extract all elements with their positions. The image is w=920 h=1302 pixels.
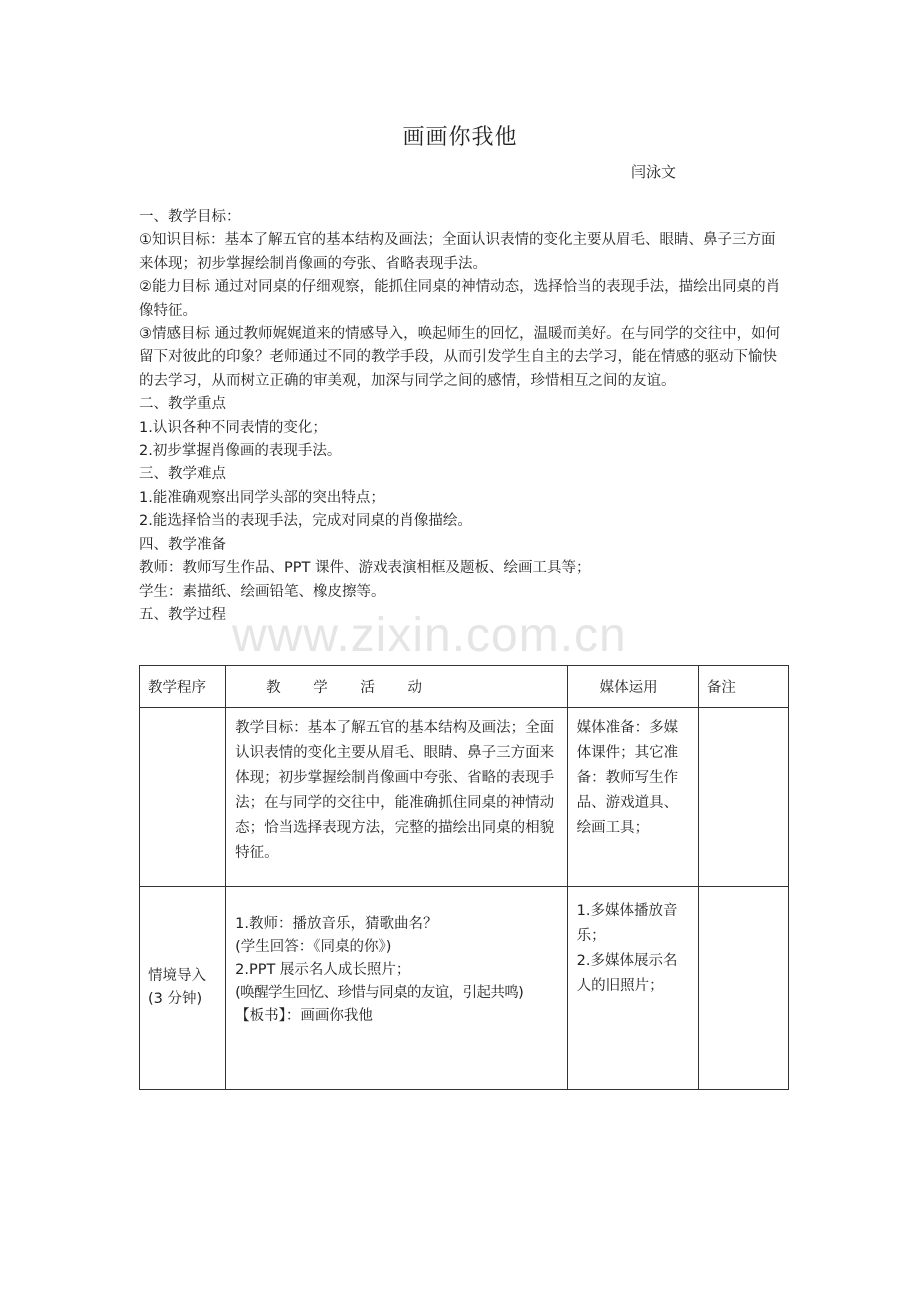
key-point-2: 2.初步掌握肖像画的表现手法。 (139, 443, 342, 460)
row1-activity-text: 教学目标：基本了解五官的基本结构及画法；全面认识表情的变化主要从眉毛、眼睛、鼻子三方面来体现；初步掌握绘制肖像画中夸张、省略的表现手法；在与同学的交往中，能准确抓住同桌的神情动态；恰当选择表现方法，完整的描绘出同桌的相貌特征。 (235, 720, 555, 861)
key-points-heading: 二、教学重点 (139, 396, 226, 413)
difficulty-2: 2.能选择恰当的表现手法，完成对同桌的肖像描绘。 (139, 513, 472, 530)
row1-activity-cell (226, 708, 568, 887)
row1-procedure-cell (140, 708, 226, 887)
row2-media-cell (567, 887, 698, 1090)
table-row (140, 708, 789, 887)
goal-ability: ②能力目标 通过对同桌的仔细观察，能抓住同桌的神情动态，选择恰当的表现手法，描绘出同桌的肖像特征。 (139, 279, 781, 319)
table-header-row (140, 666, 789, 708)
header-notes: 备注 (698, 666, 788, 708)
activity-line: 【板书】：画画你我他 (235, 1008, 373, 1024)
header-activity: 教 学 活 动 (226, 666, 568, 708)
stage-name: 情境导入 (148, 968, 206, 984)
key-point-1: 1.认识各种不同表情的变化； (139, 419, 327, 436)
process-heading: 五、教学过程 (139, 606, 226, 623)
activity-line: 2.PPT 展示名人成长照片； (235, 962, 411, 978)
row2-notes-cell (698, 887, 788, 1090)
document-body (139, 206, 784, 627)
author-name: 闫泳文 (631, 163, 677, 181)
goal-knowledge: ①知识目标：基本了解五官的基本结构及画法；全面认识表情的变化主要从眉毛、眼睛、鼻子三方面来体现；初步掌握绘制肖像画的夸张、省略表现手法。 (139, 232, 776, 272)
row2-activity-cell (226, 887, 568, 1090)
goals-heading: 一、教学目标： (139, 209, 241, 225)
activity-line: (唤醒学生回忆、珍惜与同桌的友谊，引起共鸣) (235, 985, 524, 1001)
activity-line: 1.教师：播放音乐，猜歌曲名？ (235, 916, 438, 932)
preparation-teacher: 教师：教师写生作品、PPT 课件、游戏表演相框及题板、绘画工具等； (139, 560, 591, 577)
teaching-process-table (139, 665, 789, 1090)
media-line: 2.多媒体展示名人的旧照片； (576, 953, 678, 994)
row1-media-text: 媒体准备：多媒体课件；其它准备：教师写生作品、游戏道具、绘画工具； (576, 720, 679, 836)
row1-media-cell (567, 708, 698, 887)
stage-duration: (3 分钟) (148, 991, 203, 1007)
watermark: www.zixin.com.cn (232, 609, 627, 662)
goal-emotion: ③情感目标 通过教师娓娓道来的情感导入，唤起师生的回忆，温暖而美好。在与同学的交往中，如何留下对彼此的印象？老师通过不同的教学手段，从而引发学生自主的去学习，能在情感的驱动下愉快的去学习，从而树立正确的审美观，加深与同学之间的感情，珍惜相互之间的友谊。 (139, 326, 781, 389)
media-line: 1.多媒体播放音乐； (576, 903, 678, 944)
header-media: 媒体运用 (567, 666, 698, 708)
table-row (140, 887, 789, 1090)
document-title: 画画你我他 (402, 125, 518, 150)
row1-notes-cell (698, 708, 788, 887)
preparation-heading: 四、教学准备 (139, 536, 226, 553)
difficulty-1: 1.能准确观察出同学头部的突出特点； (139, 489, 385, 506)
row2-procedure-cell (140, 887, 226, 1090)
difficulties-heading: 三、教学难点 (139, 466, 226, 483)
preparation-student: 学生：素描纸、绘画铅笔、橡皮擦等。 (139, 583, 386, 600)
header-procedure: 教学程序 (140, 666, 226, 708)
activity-line: (学生回答：《同桌的你》) (235, 939, 392, 955)
